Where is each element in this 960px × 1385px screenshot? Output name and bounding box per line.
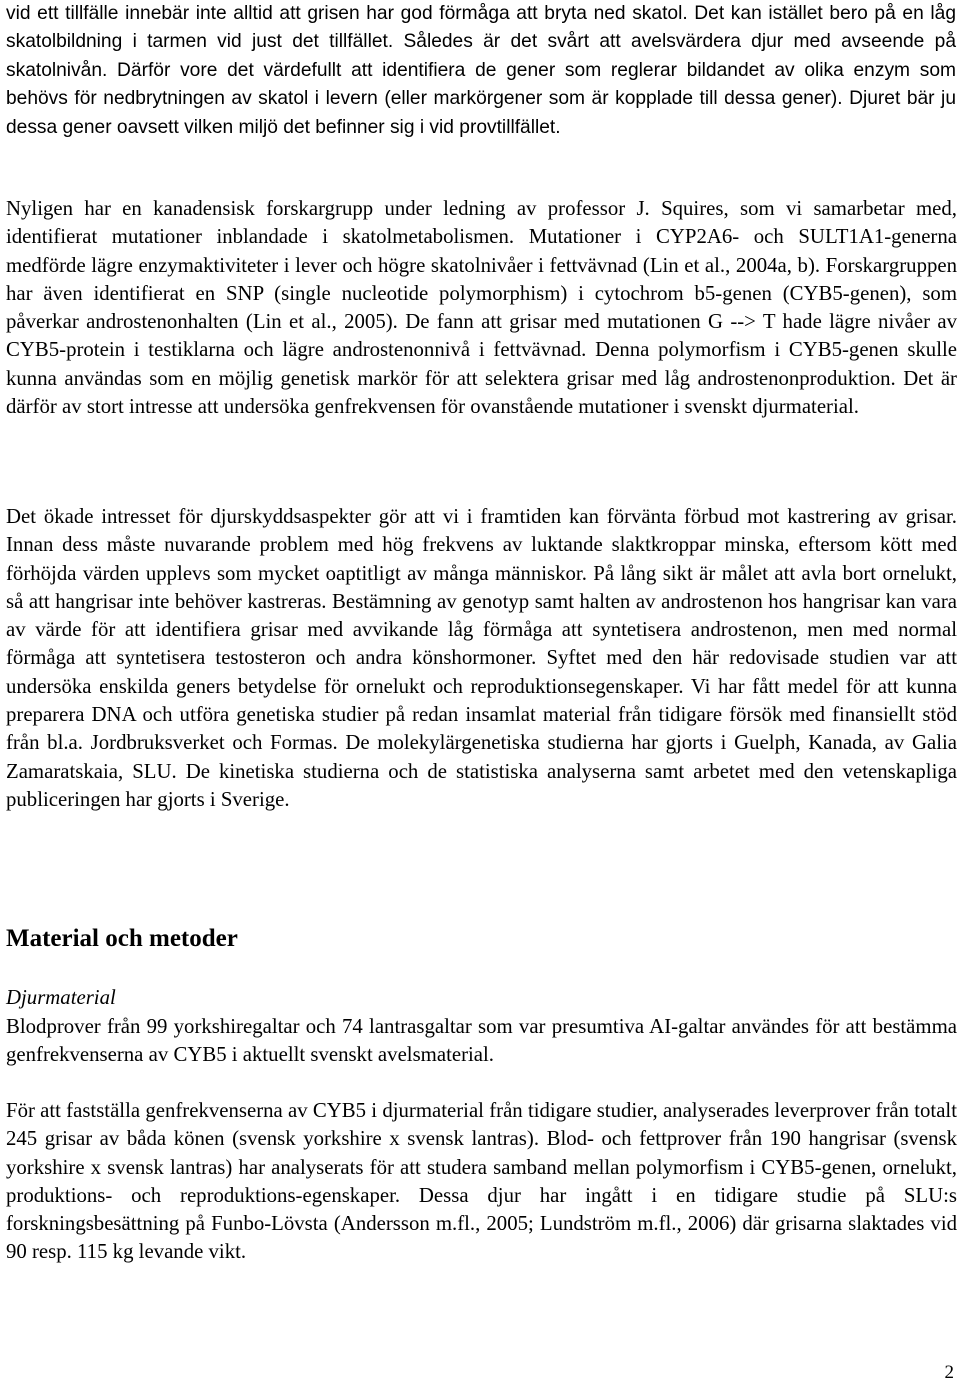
section-subheading: Djurmaterial	[6, 986, 116, 1009]
paragraph-blood-samples: Blodprover från 99 yorkshiregaltar och 74 lantrasgaltar som var presumtiva AI-galtar användes för att bestämma genfrekvenserna av CYB5 i aktuellt svenskt avelsmaterial.	[6, 1015, 957, 1067]
paragraph-squires: Nyligen har en kanadensisk forskargrupp under ledning av professor J. Squires, som vi samarbetar med, identifierat mutationer inblandade i skatolmetabolismen. Mutationer i CYP2A6- och SULT1A1-generna medförde lägre enzymaktiviteter i lever och högre skatolnivåer i fettvävnad (Lin et al., 2004a, b). Forskargruppen har även identifierat en SNP (single nucleotide polymorphism) i cytochrom b5-genen (CYB5-genen), som påverkar androstenonhalten (Lin et al., 2005). De fann att grisar med mutationen G --> T hade lägre nivåer av CYB5-protein i testiklarna och lägre androstenonnivå i fettvävnad. Denna polymorfism i CYB5-genen skulle kunna användas som en möjlig genetisk markör för att selektera grisar med låg androstenonproduktion. Det är därför av stort intresse att undersöka genfrekvensen för ovanstående mutationer i svenskt djurmaterial.	[6, 197, 957, 419]
paragraph-liver-samples: För att fastställa genfrekvenserna av CYB5 i djurmaterial från tidigare studier, analyserades leverprover från totalt 245 grisar av båda könen (svensk yorkshire x svensk lantras). Blod- och fettprover från 190 hangrisar (svensk yorkshire x svensk lantras) har analyserats för att studera samband mellan polymorfism i CYB5-genen, ornelukt, produktions- och reproduktions-egenskaper. Dessa djur har ingått i en tidigare studie på SLU:s forskningsbesättning på Funbo-Lövsta (Andersson m.fl., 2005; Lundström m.fl., 2006) där grisarna slaktades vid 90 resp. 115 kg levande vikt.	[6, 1099, 957, 1264]
page-number: 2	[944, 1362, 954, 1383]
intro-paragraph: vid ett tillfälle innebär inte alltid att grisen har god förmåga att bryta ned skatol. Det kan istället bero på en låg skatolbildning i tarmen vid just det tillfället. Således är det svårt att avelsvärdera djur med avseende på skatolnivån. Därför vore det värdefullt att identifiera de gener som reglerar bildandet av olika enzym som behövs för nedbrytningen av skatol i levern (eller markörgener som är kopplade till dessa gener). Djuret bär ju dessa gener oavsett vilken miljö det befinner sig i vid provtillfället.	[6, 3, 956, 138]
paragraph-purpose: Det ökade intresset för djurskyddsaspekter gör att vi i framtiden kan förvänta förbud mot kastrering av grisar. Innan dess måste nuvarande problem med hög frekvens av luktande slaktkroppar minska, eftersom kött med förhöjda värden upplevs som mycket oaptitligt av många människor. På lång sikt är målet att avla bort ornelukt, så att hangrisar inte behöver kastreras. Bestämning av genotyp samt halten av androstenon hos hangrisar kan vara av värde för att identifiera grisar med avvikande låg förmåga att syntetisera androstenon, men med normal förmåga att syntetisera testosteron och andra könshormoner. Syftet med den här redovisade studien var att undersöka enskilda geners betydelse för ornelukt och reproduktionsegenskaper. Vi har fått medel för att kunna preparera DNA och utföra genetiska studier på redan insamlat material från tidigare försök med finansiellt stöd från bl.a. Jordbruksverket och Formas. De molekylärgenetiska studierna har gjorts i Guelph, Kanada, av Galia Zamaratskaia, SLU. De kinetiska studierna och de statistiska analyserna samt arbetet med den vetenskapliga publiceringen har gjorts i Sverige.	[6, 505, 957, 811]
section-heading: Material och metoder	[6, 925, 238, 952]
